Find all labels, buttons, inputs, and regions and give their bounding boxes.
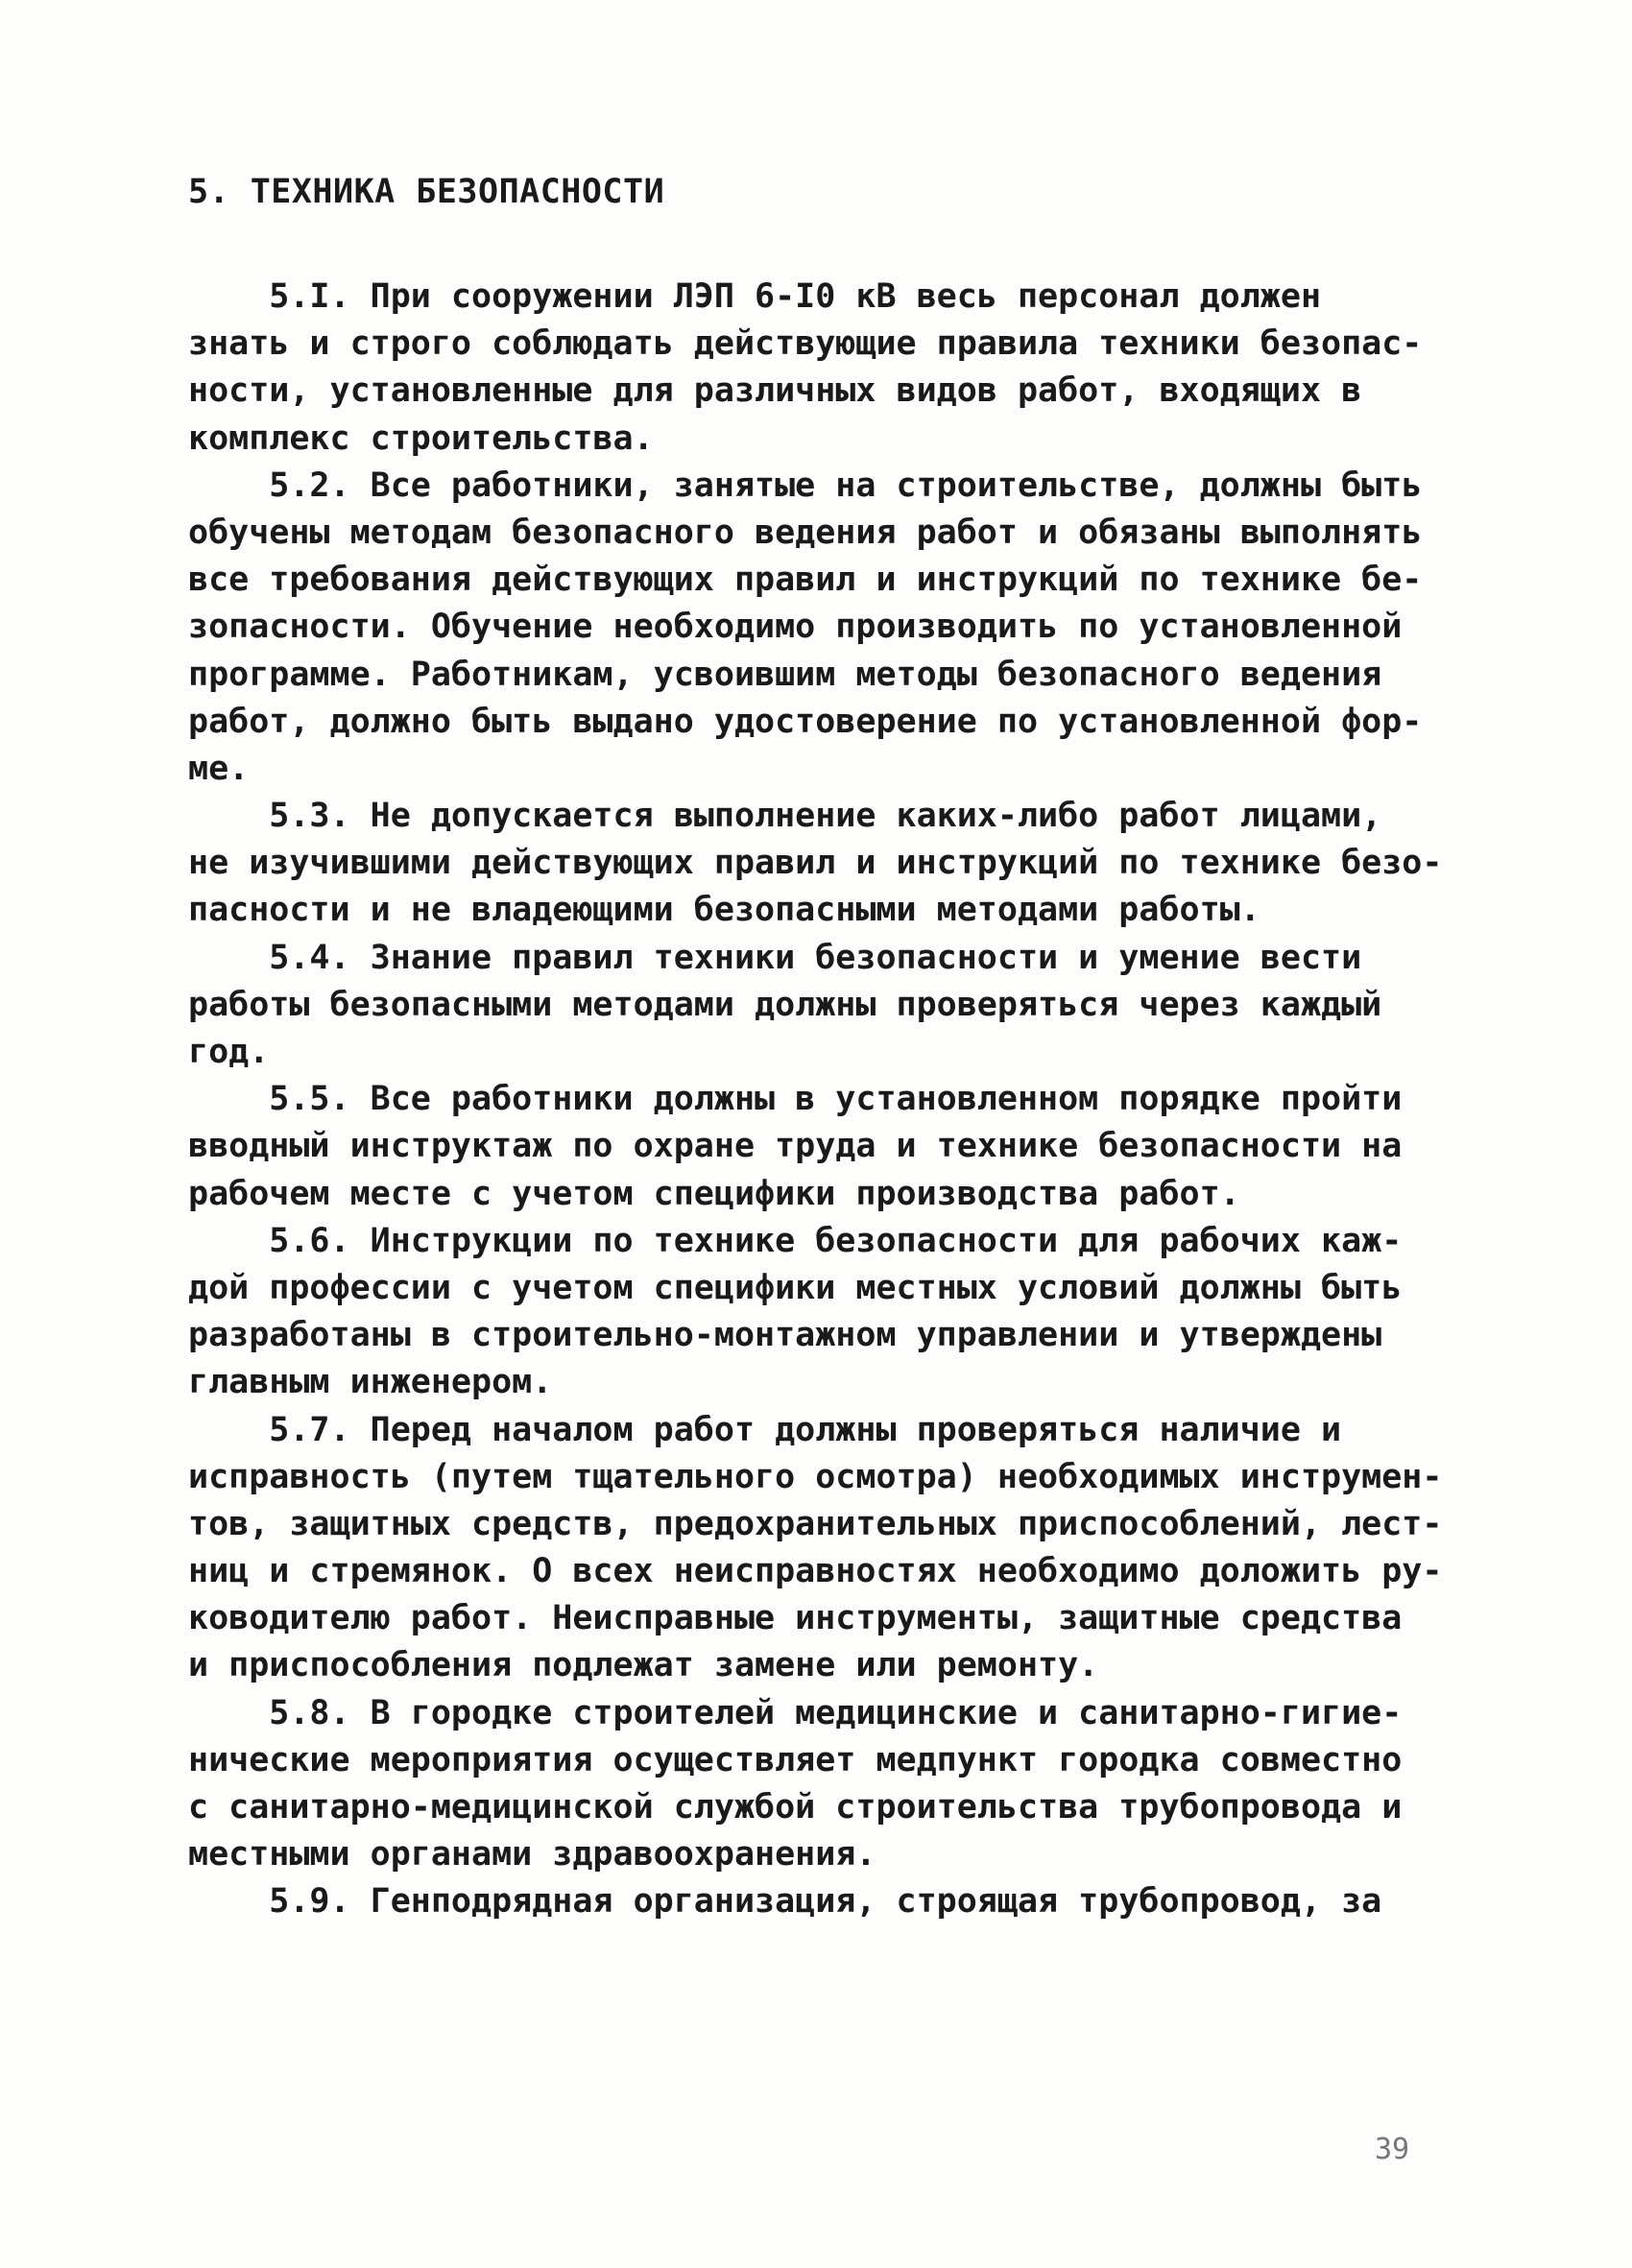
text-line: обучены методам безопасного ведения работ и обязаны выполнять bbox=[188, 513, 1423, 552]
text-line: с санитарно-медицинской службой строительства трубопровода и bbox=[188, 1788, 1403, 1826]
text-line: главным инженером. bbox=[188, 1363, 553, 1402]
text-line: программе. Работникам, усвоившим методы безопасного ведения bbox=[188, 655, 1382, 694]
text-line: работы безопасными методами должны проверяться через каждый bbox=[188, 985, 1382, 1024]
text-line: 5.3. Не допускается выполнение каких-либо работ лицами, bbox=[188, 797, 1382, 836]
text-line: ниц и стремянок. О всех неисправностях необходимо доложить ру- bbox=[188, 1552, 1443, 1591]
text-line: и приспособления подлежат замене или ремонту. bbox=[188, 1646, 1099, 1685]
text-line: вводный инструктаж по охране труда и технике безопасности на bbox=[188, 1127, 1403, 1166]
text-line: ме. bbox=[188, 749, 250, 788]
text-line: год. bbox=[188, 1033, 270, 1071]
text-line: 5.2. Все работники, занятые на строительстве, должны быть bbox=[188, 466, 1423, 505]
text-line: 5.I. При сооружении ЛЭП 6-I0 кВ весь персонал должен bbox=[188, 277, 1322, 316]
text-line: ководителю работ. Неисправные инструменты, защитные средства bbox=[188, 1599, 1403, 1638]
text-line: рабочем месте с учетом специфики производства работ. bbox=[188, 1174, 1240, 1213]
text-line: дой профессии с учетом специфики местных условий должны быть bbox=[188, 1268, 1403, 1307]
text-line: 5.8. В городке строителей медицинские и санитарно-гигие- bbox=[188, 1693, 1403, 1732]
text-line: ности, установленные для различных видов работ, входящих в bbox=[188, 371, 1362, 411]
section-body bbox=[188, 274, 1475, 1926]
text-line: 5.6. Инструкции по технике безопасности для рабочих каж- bbox=[188, 1221, 1403, 1260]
text-line: 5.4. Знание правил техники безопасности и умение вести bbox=[188, 938, 1362, 977]
text-line: исправность (путем тщательного осмотра) необходимых инструмен- bbox=[188, 1457, 1443, 1496]
text-line: зопасности. Обучение необходимо производить по установленной bbox=[188, 608, 1403, 647]
page-number: 39 bbox=[1375, 2133, 1410, 2166]
section-heading: 5. ТЕХНИКА БЕЗОПАСНОСТИ bbox=[188, 173, 665, 211]
text-line: комплекс строительства. bbox=[188, 418, 654, 458]
text-line: работ, должно быть выдано удостоверение по установленной фор- bbox=[188, 702, 1423, 741]
text-line: 5.5. Все работники должны в установленном порядке пройти bbox=[188, 1080, 1403, 1119]
text-line: разработаны в строительно-монтажном управлении и утверждены bbox=[188, 1316, 1382, 1355]
text-line: 5.9. Генподрядная организация, строящая трубопровод, за bbox=[188, 1882, 1382, 1922]
text-line: знать и строго соблюдать действующие правила техники безопас- bbox=[188, 324, 1423, 364]
text-line: пасности и не владеющими безопасными методами работы. bbox=[188, 891, 1260, 930]
text-line: нические мероприятия осуществляет медпункт городка совместно bbox=[188, 1740, 1403, 1779]
text-line: местными органами здравоохранения. bbox=[188, 1835, 876, 1874]
text-line: 5.7. Перед началом работ должны проверяться наличие и bbox=[188, 1410, 1342, 1449]
text-line: все требования действующих правил и инструкций по технике бе- bbox=[188, 561, 1423, 600]
text-line: тов, защитных средств, предохранительных приспособлений, лест- bbox=[188, 1504, 1443, 1543]
text-line: не изучившими действующих правил и инструкций по технике безо- bbox=[188, 844, 1443, 883]
